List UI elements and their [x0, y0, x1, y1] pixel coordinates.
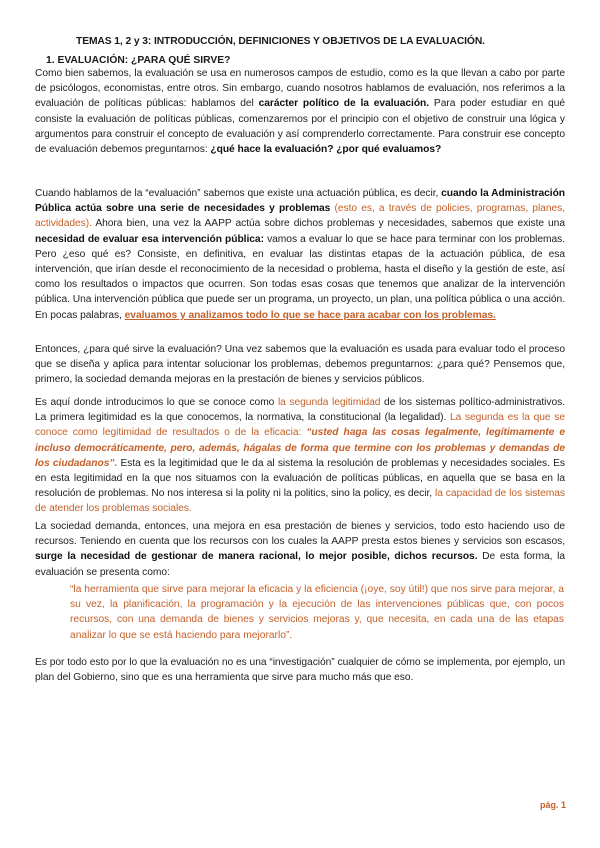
p4-text-c: de los sistemas político-administrativos. La primera legitimidad es la que conocemos, la normativa, la constitucional (la legalidad).	[35, 397, 565, 424]
p1-bold-b: carácter político de la evaluación.	[258, 98, 430, 110]
p2-text-f: vamos a evaluar lo que se hace para terminar con los problemas. Pero ¿eso qué es? Consiste, en definitiva, en evaluar las distintas etapas de la actuación pública, de esa intervención, que irían desde el reconocimiento de la necesidad o problema, hasta el diseño y la gestión de este, así como los resultados o impactos que ocurren. Son todas esas cosas que tenemos que analizar de la intervención pública. Una intervención pública que puede ser un programa, un proyecto, un plan, una política pública o una acción. En pocas palabras,	[35, 233, 565, 321]
p1-bold-d: ¿qué hace la evaluación? ¿por qué evaluamos?	[210, 144, 442, 156]
p4-orange-b: la segunda legitimidad	[277, 397, 381, 408]
p2-underlined-g: evaluamos y analizamos todo lo que se hace para acabar con los problemas.	[124, 309, 496, 321]
paragraph-2	[35, 186, 565, 323]
p4-orange-d: La segunda es la que se conoce como legitimidad de resultados o de la eficacia:	[35, 412, 565, 439]
document-title: TEMAS 1, 2 y 3: INTRODUCCIÓN, DEFINICIONES Y OBJETIVOS DE LA EVALUACIÓN.	[76, 36, 485, 47]
p2-bold-b: cuando la Administración Pública actúa sobre una serie de necesidades y problemas	[35, 188, 565, 215]
p4-quote-e: “usted haga las cosas legalmente, legítimamente e incluso democráticamente, pero, además, hágalas de forma que termine con los problemas y demandas de los ciudadanos”.	[35, 427, 565, 469]
p1-text-a: Como bien sabemos, la evaluación se usa en numerosos campos de estudio, como es la que llevan a cabo por parte de psicólogos, economistas, entre otros. Sin embargo, cuando nosotros hablamos de evaluación, nos referimos a la evaluación de políticas públicas: hablamos del	[35, 68, 565, 110]
p1-text-c: Para poder estudiar en qué consiste la evaluación de políticas públicas, comenzaremos por el principio con el objetivo de construir una lógica y argumentos para construir el concepto de evaluación y así comprenderlo correctamente. Para construir ese concepto de evaluación debemos preguntarnos:	[35, 98, 565, 156]
section-heading: 1. EVALUACIÓN: ¿PARA QUÉ SIRVE?	[46, 55, 231, 66]
p2-text-a: Cuando hablamos de la “evaluación” sabemos que existe una actuación pública, es decir,	[35, 188, 442, 199]
p5-bold-b: surge la necesidad de gestionar de manera racional, lo mejor posible, dichos recursos.	[35, 551, 478, 563]
page-number: pág. 1	[540, 800, 567, 810]
p5-text-a: La sociedad demanda, entonces, una mejora en esa prestación de bienes y servicios, todo esto haciendo uso de recursos. Teniendo en cuenta que los recursos con los cuales la AAPP presta estos bienes y servicios son escasos,	[35, 521, 565, 548]
paragraph-5	[35, 519, 565, 580]
p2-orange-c: (esto es, a través de policies, programas, planes, actividades).	[35, 203, 565, 230]
paragraph-6: Es por todo esto por lo que la evaluación no es una “investigación” cualquier de cómo se implementa, por ejemplo, un plan del Gobierno, sino que es una herramienta que sirve para mucho más que eso.	[35, 657, 565, 684]
p4-text-a: Es aquí donde introducimos lo que se conoce como	[35, 397, 278, 408]
p4-orange-g: la capacidad de los sistemas de atender los problemas sociales.	[35, 488, 565, 515]
p2-bold-e: necesidad de evaluar esa intervención pública:	[35, 233, 264, 245]
p2-text-d: Ahora bien, una vez la AAPP actúa sobre dichos problemas y necesidades, sabemos que existe una	[91, 218, 565, 230]
p4-text-f: Esta es la legitimidad que le da al sistema la resolución de problemas y necesidades sociales. Es en esta legitimidad en la que nos situamos con la evaluación de políticas públicas, en aquella que se basa en la resolución de problemas. No nos interesa si la polity ni la politics, sino la policy, es decir,	[35, 457, 565, 500]
paragraph-1	[35, 66, 565, 157]
evaluation-definition-quote: “la herramienta que sirve para mejorar la eficacia y la eficiencia (¡oye, soy útil!) que nos sirve para mejorar, a su vez, la planificación, la programación y la ejecución de las intervenciones públicas que, con pocos recursos, con una demanda de bienes y servicios mejoras y, que necesita, en cada una de las etapas analizar lo que se está haciendo para mejorarlo”.	[70, 584, 564, 641]
paragraph-4	[35, 395, 565, 517]
p5-text-c: De esta forma, la evaluación se presenta como:	[35, 551, 565, 578]
paragraph-3: Entonces, ¿para qué sirve la evaluación? Una vez sabemos que la evaluación es usada para evaluar todo el proceso que se diseña y aplica para intentar solucionar los problemas, debemos preguntarnos: ¿para qué? Pensemos que, primero, la sociedad demanda mejoras en la prestación de bienes y servicios públicos.	[35, 344, 565, 386]
